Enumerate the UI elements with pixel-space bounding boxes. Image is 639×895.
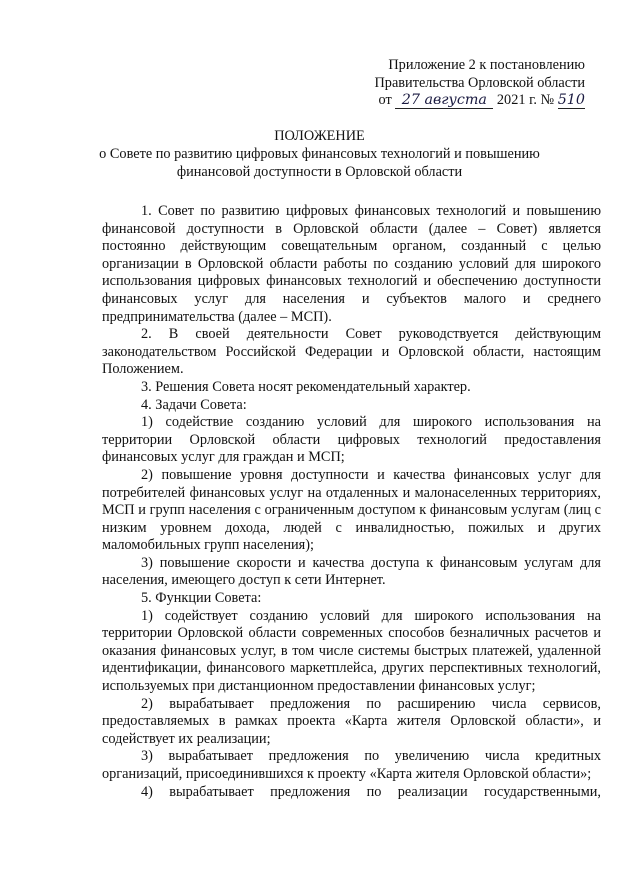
- document-title: [0, 127, 639, 181]
- paragraph-2: 2. В своей деятельности Совет руководствуется действующим законодательством Российской Федерации и Орловской области, настоящим Положением.: [102, 326, 601, 378]
- function-item-1: 1) содействует созданию условий для широкого использования на территории Орловской области современных способов безналичных расчетов и оказания финансовых услуг, в том числе системы быстрых платежей, удаленной идентификации, финансового маркетплейса, других перспективных технологий, используемых при дистанционном предоставлении финансовых услуг;: [102, 607, 601, 695]
- task-item-1: 1) содействие созданию условий для широкого использования на территории Орловской области цифровых технологий предоставления финансовых услуг для граждан и МСП;: [102, 414, 601, 466]
- document-body: [102, 203, 601, 801]
- date-prefix: от: [378, 92, 392, 108]
- title-subtitle-line-1: о Совете по развитию цифровых финансовых технологий и повышению: [99, 146, 540, 162]
- appendix-line-2: Правительства Орловской области: [374, 74, 585, 91]
- paragraph-5: 5. Функции Совета:: [141, 590, 262, 607]
- paragraph-1: 1. Совет по развитию цифровых финансовых технологий и повышению финансовой доступности в Орловской области (далее – Совет) является постоянно действующим совещательным органом, созданный с целью организации в Орловской области работы по созданию условий для широкого использования цифровых финансовых технологий и обеспечению доступности финансовых услуг для населения и субъектов малого и среднего предпринимательства (далее – МСП).: [102, 203, 601, 325]
- title-subtitle-line-2: финансовой доступности в Орловской области: [176, 164, 463, 180]
- paragraph-3: 3. Решения Совета носят рекомендательный характер.: [141, 378, 471, 395]
- task-item-3: 3) повышение скорости и качества доступа к финансовым услугам для населения, имеющего доступ к сети Интернет.: [102, 554, 601, 589]
- year-text: 2021 г. №: [496, 92, 555, 108]
- function-item-3: 3) вырабатывает предложения по увеличению числа кредитных организаций, присоединившихся к проекту «Карта жителя Орловской области»;: [102, 748, 601, 782]
- paragraph-4: 4. Задачи Совета:: [141, 396, 247, 413]
- function-item-4: 4) вырабатывает предложения по реализации государственными,: [141, 783, 601, 800]
- appendix-line-1: Приложение 2 к постановлению: [388, 57, 585, 73]
- function-item-2: 2) вырабатывает предложения по расширению числа сервисов, предоставляемых в рамках проекта «Карта жителя Орловской области», и содействует их реализации;: [102, 695, 601, 747]
- task-item-2: 2) повышение уровня доступности и качества финансовых услуг для потребителей финансовых услуг на отдаленных и малонаселенных территориях, МСП и групп населения с ограниченным доступом к финансовым услугам (лиц с низким уровнем дохода, людей с инвалидностью, пожилых и других маломобильных групп населения);: [102, 466, 601, 554]
- appendix-date-line: [345, 92, 585, 110]
- handwritten-date: 27 августа: [395, 93, 493, 109]
- handwritten-number: 510: [557, 92, 585, 108]
- title-heading: ПОЛОЖЕНИЕ: [274, 128, 365, 144]
- appendix-header: [345, 57, 585, 110]
